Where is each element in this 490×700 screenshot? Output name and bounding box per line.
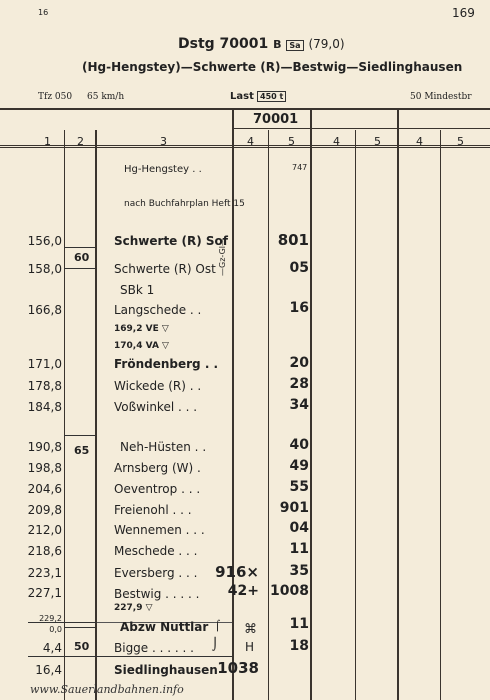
col-divider-4 [268,130,269,700]
time-dep: 901 [279,500,309,516]
speed-rule-3 [64,435,95,436]
brace-mark: ⌠ [215,621,221,632]
time-dep: 16 [289,300,309,316]
time-dep: 55 [289,479,309,495]
station-name: Siedlinghausen [114,663,218,677]
speed-60: 60 [74,251,90,264]
speed-65: 65 [74,444,90,457]
col-header-5: 5 [288,135,295,148]
train-number-rule [232,128,490,129]
train-number-header: 70001 [253,112,299,127]
time-dep: 747 [292,163,308,172]
train-box-label: Sa [286,40,303,51]
note-ve: 169,2 VE ▽ [114,324,169,334]
station-name: Neh-Hüsten . . [120,440,207,454]
station-name: Abzw Nuttlar [120,620,209,634]
time-dep: 05 [289,260,309,276]
km-value: 209,8 [27,503,62,517]
speed-50: 50 [74,640,90,653]
km-value: 171,0 [27,357,62,371]
km-value: 166,8 [27,303,62,317]
col-divider-1 [64,130,65,700]
train-number-title: Dstg 70001 [178,36,269,52]
col-divider-7 [397,110,399,700]
watermark: www.Sauerlandbahnen.info [30,683,184,696]
route-title: (Hg-Hengstey)—Schwerte (R)—Bestwig—Siedlinghausen [82,60,463,74]
time-dep: 49 [289,458,309,474]
km-value: 223,1 [27,566,62,580]
mindest-label: 50 Mindestbr [410,92,472,102]
tfz-label: Tfz 050 [38,92,73,102]
station-name: Arnsberg (W) . [114,461,201,475]
station-name: Fröndenberg . . [114,357,219,371]
km-value: 229,2 [39,614,62,623]
time-dep: 1008 [270,583,309,599]
time-arr: 916× [215,563,259,581]
time-arr: 1038 [217,659,259,677]
col-header-5b: 5 [374,135,381,148]
km-value: 218,6 [27,544,62,558]
km-value: 212,0 [27,523,62,537]
station-name: Voßwinkel . . . [114,400,198,414]
note-km: 227,9 ▽ [114,603,153,613]
station-name: Wickede (R) . . [114,379,202,393]
last-value: 450 t [257,91,286,102]
km-value: 0,0 [49,625,62,634]
col-header-1: 1 [44,135,51,148]
km-value: 4,4 [42,641,62,655]
km-value: 156,0 [27,234,62,248]
time-arr: 42+ [227,583,259,599]
km-value: 178,8 [27,379,62,393]
time-dep: 34 [289,397,309,413]
station-name: Bestwig . . . . . [114,587,200,601]
speed-rule-1 [64,247,95,248]
col-divider-5 [310,110,312,700]
time-dep: 801 [277,231,309,249]
station-name: Wennemen . . . [114,523,205,537]
halt-icon: ⌘ [244,622,257,637]
time-dep: 40 [289,437,309,453]
col-divider-8 [440,130,441,700]
col-divider-6 [355,130,356,700]
time-dep: 28 [289,376,309,392]
note-va: 170,4 VA ▽ [114,341,169,351]
speed-label: 65 km/h [87,92,125,102]
station-name: Meschede . . . [114,544,198,558]
left-page-number: 16 [38,8,49,17]
col-header-4c: 4 [416,135,423,148]
note-text: nach Buchfahrplan Heft 15 [124,199,245,209]
km-value: 198,8 [27,461,62,475]
km-value: 158,0 [27,262,62,276]
table-top-rule [0,108,490,110]
final-separator [28,656,232,657]
time-dep: 11 [289,616,309,632]
speed-rule-2 [64,268,95,269]
train-class: B [273,38,282,51]
time-dep: 11 [289,541,309,557]
col-header-5c: 5 [457,135,464,148]
gz-gl-marker: —Gz-Gl— [218,238,227,276]
page-number: 169 [452,6,475,20]
last-label: Last [230,91,254,102]
col-header-4b: 4 [333,135,340,148]
station-name: Oeventrop . . . [114,482,201,496]
brace-mark-2: ⌡ [212,637,219,651]
train-title [178,36,345,52]
station-name: Schwerte (R) Sof [114,234,228,248]
col-header-3: 3 [160,135,167,148]
train-paren: (79,0) [308,37,345,51]
station-name: Hg-Hengstey . . [124,164,202,175]
time-dep: 18 [289,638,309,654]
halt-marker: H [245,640,255,654]
km-value: 16,4 [35,663,62,677]
station-name: Bigge . . . . . . [114,641,194,655]
station-name: Freienohl . . . [114,503,192,517]
km-value: 204,6 [27,482,62,496]
station-name: Schwerte (R) Ost [114,262,216,276]
station-name: SBk 1 [120,283,155,297]
km-value: 190,8 [27,440,62,454]
col-divider-2 [95,130,97,700]
time-dep: 04 [289,520,309,536]
time-dep: 35 [289,563,309,579]
km-value: 184,8 [27,400,62,414]
time-dep: 20 [289,355,309,371]
station-name: Langschede . . [114,303,202,317]
col-header-2: 2 [77,135,84,148]
km-value: 227,1 [27,586,62,600]
col-header-4: 4 [247,135,254,148]
speed-rule-4 [64,627,95,628]
station-name: Eversberg . . . [114,566,198,580]
